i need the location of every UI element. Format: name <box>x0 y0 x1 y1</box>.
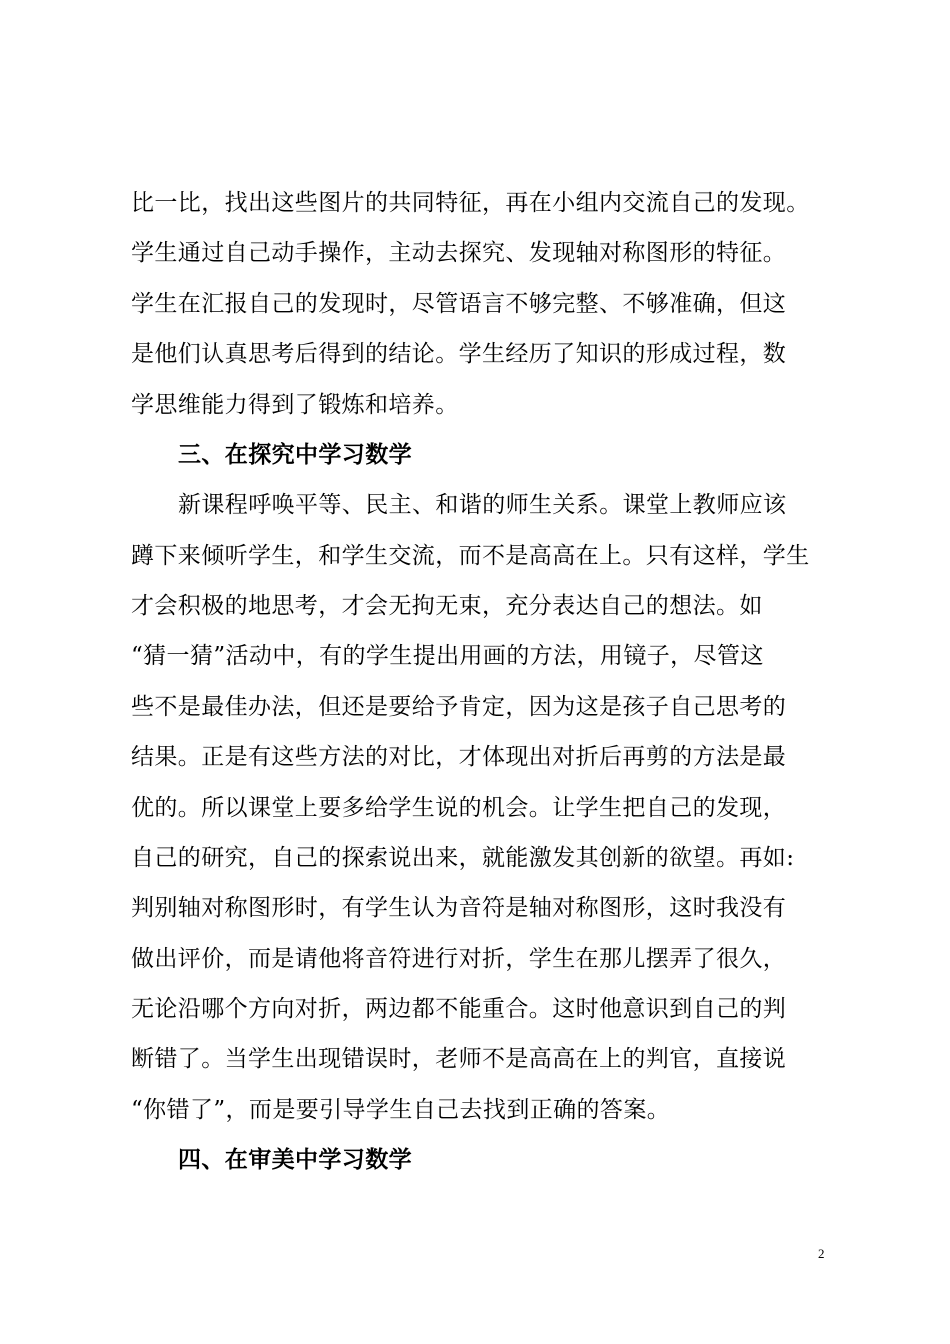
paragraph-line: 是他们认真思考后得到的结论。学生经历了知识的形成过程，数 <box>131 341 787 367</box>
paragraph-line: 结果。正是有这些方法的对比，才体现出对折后再剪的方法是最 <box>131 744 787 770</box>
page-number: 2 <box>818 1246 825 1261</box>
paragraph-line: 比一比，找出这些图片的共同特征，再在小组内交流自己的发现。 <box>131 190 810 216</box>
paragraph-line: 学思维能力得到了锻炼和培养。 <box>131 392 459 418</box>
paragraph-line: 新课程呼唤平等、民主、和谐的师生关系。课堂上教师应该 <box>178 492 787 518</box>
paragraph-line: 判别轴对称图形时，有学生认为音符是轴对称图形，这时我没有 <box>131 895 787 921</box>
paragraph-line: 断错了。当学生出现错误时，老师不是高高在上的判官，直接说 <box>131 1046 787 1072</box>
paragraph-line: “你错了”，而是要引导学生自己去找到正确的答案。 <box>131 1097 671 1123</box>
paragraph-line: 学生在汇报自己的发现时，尽管语言不够完整、不够准确，但这 <box>131 291 787 317</box>
paragraph-line: “猜一猜”活动中，有的学生提出用画的方法，用镜子，尽管这 <box>131 643 764 669</box>
paragraph-line: 自己的研究，自己的探索说出来，就能激发其创新的欲望。再如: <box>131 845 795 871</box>
section-heading: 三、在探究中学习数学 <box>178 441 412 468</box>
paragraph-line: 蹲下来倾听学生，和学生交流，而不是高高在上。只有这样，学生 <box>131 543 810 569</box>
paragraph-line: 学生通过自己动手操作，主动去探究、发现轴对称图形的特征。 <box>131 240 787 266</box>
paragraph-line: 些不是最佳办法，但还是要给予肯定，因为这是孩子自己思考的 <box>131 694 787 720</box>
section-heading: 四、在审美中学习数学 <box>178 1146 412 1173</box>
paragraph-line: 才会积极的地思考，才会无拘无束，充分表达自己的想法。如 <box>131 593 763 619</box>
paragraph-line: 做出评价，而是请他将音符进行对折，学生在那儿摆弄了很久， <box>131 946 787 972</box>
paragraph-line: 无论沿哪个方向对折，两边都不能重合。这时他意识到自己的判 <box>131 996 787 1022</box>
paragraph-line: 优的。所以课堂上要多给学生说的机会。让学生把自己的发现， <box>131 795 787 821</box>
